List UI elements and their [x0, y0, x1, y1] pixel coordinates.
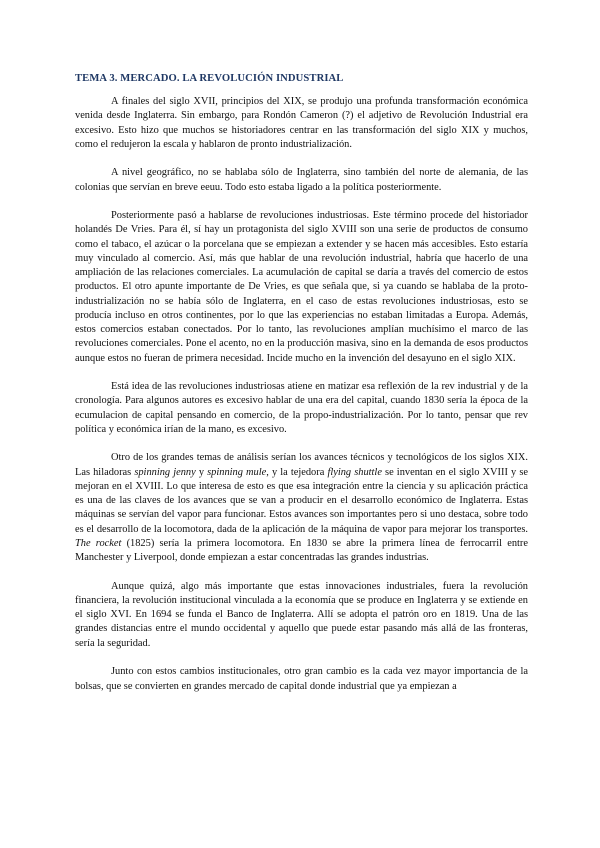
paragraph-5 — [75, 451, 528, 565]
term-flying-shuttle: flying shuttle — [327, 466, 382, 478]
paragraph-7: Junto con estos cambios institucionales, otro gran cambio es la cada vez mayor importancia de la bolsas, que se convierten en grandes mercado de capital donde industrial que ya empiezan a — [75, 666, 528, 692]
term-spinning-jenny: spinning jenny — [134, 466, 196, 478]
paragraph-5-text-e: (1825) sería la primera locomotora. En 1830 se abre la primera línea de ferrocarril entre Manchester y Liverpool, donde empiezan a estar concentradas las grandes industrias. — [75, 537, 529, 564]
paragraph-1: A finales del siglo XVII, principios del XIX, se produjo una profunda transformación económica venida desde Inglaterra. Sin embargo, para Rondón Cameron (?) el adjetivo de Revolución Industrial era excesivo. Esto hizo que muchos se historiadores centrar en las transformación del siglo XIX y muchos, como el redujeron la escala y hablaron de pronto industrialización. — [75, 96, 528, 150]
paragraph-2: A nivel geográfico, no se hablaba sólo de Inglaterra, sino también del norte de alemania, de las colonias que servían en breve eeuu. Todo esto estaba ligado a la política posteriormente. — [75, 167, 528, 193]
paragraph-5-text-a: Otro de los grandes temas de análisis serían los avances técnicos y tecnológicos de los siglos XIX. Las hiladoras — [75, 452, 528, 478]
paragraph-5-text-b: y — [195, 466, 208, 478]
term-the-rocket: The rocket — [75, 537, 122, 549]
term-spinning-mule: spinning mule — [207, 466, 267, 478]
paragraph-3: Posteriormente pasó a hablarse de revoluciones industriosas. Este término procede del historiador holandés De Vries. Para él, sí hay un protagonista del siglo XVIII son una serie de productos de consumo como el tabaco, el azúcar o la porcelana que se empiezan a extender y se hacen más accesibles. Esto estaría muy vinculado al comercio. Así, más que hablar de una revolución industrial, habría que hacerlo de una ampliación de las relaciones comerciales. La acumulación de capital se daría a través del comercio de estos productos. El otro apunte importante de De Vries, es que señala que, si ya cuando se hablaba de la proto-industrialización no se había sólo de Inglaterra, en el caso de estas revoluciones industriosas, esto se producía incluso en otros continentes, por lo que las experiencias no estaban limitadas a Europa. Además, estos comercios estaban conectados. Por lo tanto, las revoluciones amplían muchísimo el marco de las revoluciones comerciales. Pone el acento, no en la producción masiva, sino en la demanda de esos productos aunque estos no fueran de primera necesidad. Incide mucho en la invención del desayuno en el siglo XIX. — [75, 210, 528, 364]
paragraph-5-text-d: se inventan en el siglo XVIII y se mejoran en el XVIII. Lo que interesa de esto es que esa integración entre la ciencia y su aplicación práctica es una de las claves de los avances que se van a producir en el desarrollo económico de Inglaterra. Estas máquinas se servían del vapor para funcionar. Estos avances son importantes pero si uno destaca, sobre todo es el desarrollo de la locomotora, dada de la aplicación de la máquina de vapor para mejorar los transportes. — [75, 466, 528, 535]
paragraph-4: Está idea de las revoluciones industriosas atiene en matizar esa reflexión de la rev industrial y de la cronología. Para algunos autores es excesivo hablar de una era del capital, cuando 1830 sería la época de la ecumulacion de capital pensando en comercio, de la propo-industrialización. Por lo tanto, pensar que rev política y económica irían de la mano, es excesivo. — [75, 381, 528, 435]
document-title: TEMA 3. MERCADO. LA REVOLUCIÓN INDUSTRIAL — [75, 73, 344, 84]
paragraph-6: Aunque quizá, algo más importante que estas innovaciones industriales, fuera la revolución financiera, la revolución institucional vinculada a la economía que se produce en Inglaterra y se extiende en el siglo XVI. En 1694 se funda el Banco de Inglaterra. Allí se adopta el patrón oro en 1819. Una de las grandes distancias entre el mundo occidental y aquello que puede estar pasando más allá de las fronteras, sería la seguridad. — [75, 580, 528, 649]
paragraph-5-text-c: , y la tejedora — [266, 466, 328, 478]
